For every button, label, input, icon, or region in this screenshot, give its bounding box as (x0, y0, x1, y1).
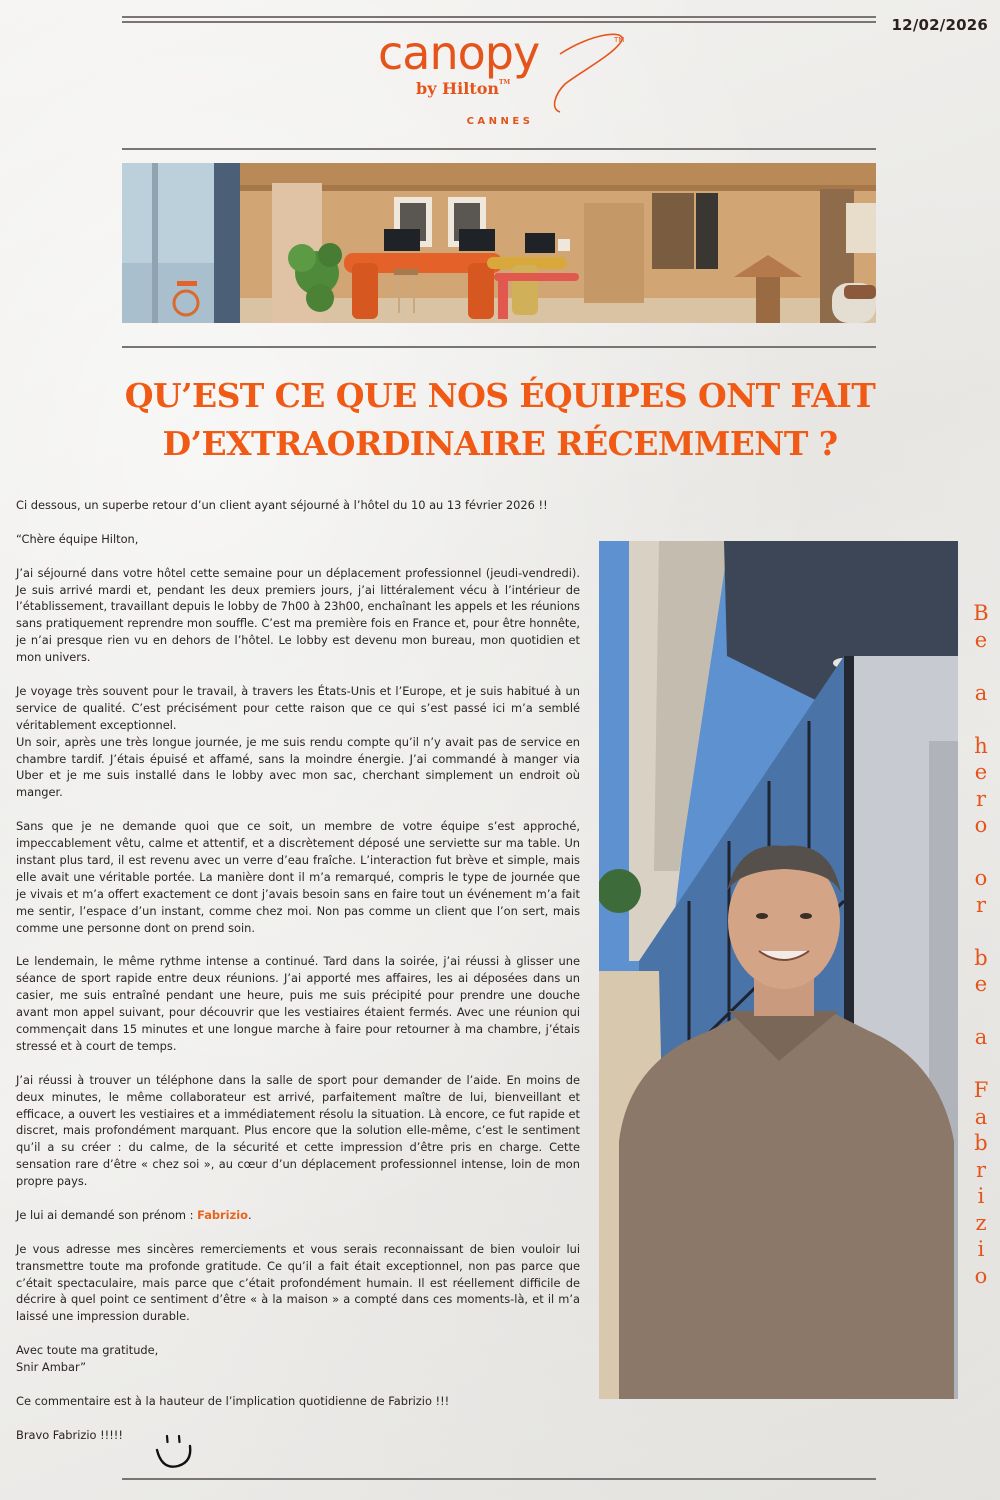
article-sign-off: Avec toute ma gratitude, (16, 1343, 159, 1358)
logo-trademark: TM (614, 36, 625, 44)
logo-by-text: by Hilton (416, 79, 500, 98)
article-signature: Snir Ambar” (16, 1360, 87, 1375)
date-label: 12/02/2026 (891, 16, 988, 34)
headline-line-1: QU’EST CE QUE NOS ÉQUIPES ONT FAIT (124, 376, 876, 415)
canopy-logo (360, 24, 640, 134)
slogan-letter: i (977, 1184, 985, 1208)
logo-by-hilton (416, 79, 510, 98)
article-paragraph-4: Sans que je ne demande quoi que ce soit, un membre de votre équipe s’est approché, impeccablement vêtu, calme et attentif, et a discrètement déposé une serviette sur ma table. Un instant plus tard, il est revenu avec un verre d’eau fraîche. L’interaction fut brève et simple, mais elle avait une véritable portée. La manière dont il m’a remarqué, compris le type de journée que je vivais et m’a offert exactement ce dont j’avais besoin sans en faire tout un événement m’a fait me sentir, l’espace d’un instant, comme chez moi. Non pas comme un client que l’on sert, mais comme une personne dont on prend soin. (16, 819, 580, 935)
article-paragraph-1: J’ai séjourné dans votre hôtel cette semaine pour un déplacement professionnel (jeudi-vendredi). Je suis arrivé mardi et, pendant les deux premiers jours, j’ai littéralement vécu à l’intérieur de l’établissement, travaillant depuis le lobby de 7h00 à 23h00, enchaînant les appels et les réunions sans pratiquement reprendre mon souffle. C’est ma première fois en France et, pour être honnête, je n’ai presque rien vu en dehors de l’hôtel. Le lobby est devenu mon bureau, mon quotidien et mon univers. (16, 565, 580, 665)
slogan-gap (964, 653, 998, 680)
bottom-rule (122, 1478, 876, 1480)
slogan-letter: e (974, 627, 988, 652)
lobby-illustration (122, 163, 876, 323)
smiley-face-icon (152, 1432, 202, 1472)
slogan-letter: a (974, 680, 988, 705)
logo-wordmark: canopy (378, 26, 540, 80)
page-headline (60, 372, 940, 468)
article-closing-paragraph: Je vous adresse mes sincères remerciements et vous serais reconnaissant de bien vouloir lui transmettre toute ma profonde gratitude. Ce qu’il a fait était exceptionnel, non pas parce que c’était spectaculaire, mais parce que c’était profondément humain. Il est réellement difficile de décrire à quel point ce sentiment d’être « à la maison » a compté dans ces moments-là, et il m’a laissé une impression durable. (16, 1241, 580, 1324)
slogan-letter: r (975, 786, 987, 811)
article-body (16, 497, 580, 1460)
employee-portrait-photo (599, 541, 958, 1399)
top-rule-1 (122, 16, 876, 18)
slogan-letter: a (974, 1025, 988, 1049)
portrait-illustration (599, 541, 958, 1399)
slogan-gap (964, 998, 998, 1025)
slogan-letter: a (974, 1104, 988, 1129)
article-paragraph-3: Un soir, après une très longue journée, je me suis rendu compte qu’il n’y avait pas de service en chambre tardif. J’étais épuisé et affamé, sans la moindre énergie. J’ai commandé à manger via Uber et je me suis installé dans le lobby avec mon sac, cherchant simplement un endroit où manger. (16, 734, 580, 800)
slogan-letter: B (973, 601, 989, 625)
slogan-letter: z (975, 1210, 987, 1235)
slogan-letter: o (974, 866, 988, 890)
banner-bottom-rule (122, 346, 876, 348)
slogan-letter: h (974, 733, 988, 758)
slogan-letter: e (974, 760, 988, 784)
article-paragraph-6: J’ai réussi à trouver un téléphone dans la salle de sport pour demander de l’aide. En moins de deux minutes, le même collaborateur est arrivé, parfaitement maître de lui, bienveillant et efficace, a ouvert les vestiaires et a immédiatement résolu la situation. Là encore, ce fut rapide et discret, mais profondément marquant. Plus encore que la solution elle-même, c’est le sentiment qu’il a su créer : du calme, de la sécurité et cette impression d’être pris en charge. Cette sensation rare d’être « chez soi », au cœur d’un déplacement professionnel intense, loin de mon propre pays. (16, 1072, 580, 1189)
name-question: Je lui ai demandé son prénom : (16, 1207, 198, 1222)
slogan-letter: i (977, 1237, 985, 1261)
employee-name-highlight: Fabrizio (197, 1207, 248, 1222)
article-paragraph-5: Le lendemain, le même rythme intense a continué. Tard dans la soirée, j’ai réussi à glisser une séance de sport rapide entre deux réunions. J’ai apporté mes affaires, les ai déposées dans un casier, me suis entraîné pendant une heure, puis me suis précipité pour prendre une douche avant mon appel suivant, pour découvrir que les vestiaires étaient fermés. Avec une réunion qui commençait dans 15 minutes et une longue marche à faire pour retourner à ma chambre, j’étais stressé et à court de temps. (16, 954, 580, 1053)
slogan-letter: r (975, 892, 987, 917)
slogan-gap (964, 1051, 998, 1078)
article-comment: Ce commentaire est à la hauteur de l’implication quotidienne de Fabrizio !!! (16, 1393, 450, 1408)
slogan-letter: b (974, 945, 988, 970)
slogan-letter: o (974, 813, 988, 837)
slogan-letter: r (975, 1157, 987, 1182)
headline-line-2: D’EXTRAORDINAIRE RÉCEMMENT ? (162, 424, 838, 463)
article-salutation: “Chère équipe Hilton, (16, 531, 139, 546)
lobby-banner-image (122, 163, 876, 323)
top-rule-2 (122, 21, 876, 23)
article-name-line (16, 1207, 580, 1224)
slogan-gap (964, 839, 998, 866)
banner-top-rule (122, 148, 876, 150)
article-paragraph-2: Je voyage très souvent pour le travail, à travers les États-Unis et l’Europe, et je suis habitué à un service de qualité. C’est précisément pour cette raison que ce qui s’est passé ici m’a semblé véritablement exceptionnel. (16, 683, 580, 732)
slogan-letter: F (973, 1078, 989, 1102)
slogan-gap (964, 918, 998, 945)
logo-by-trademark: TM (499, 79, 511, 86)
name-end: . (247, 1207, 252, 1222)
slogan-gap (964, 706, 998, 733)
logo-city: CANNES (466, 116, 534, 127)
article-intro: Ci dessous, un superbe retour d’un client ayant séjourné à l’hôtel du 10 au 13 février 2026 !! (16, 498, 548, 512)
article-bravo: Bravo Fabrizio !!!!! (16, 1427, 123, 1442)
slogan-letter: b (974, 1131, 988, 1155)
slogan-letter: e (974, 972, 988, 996)
slogan-letter: o (974, 1263, 988, 1288)
vertical-slogan (964, 600, 998, 1289)
